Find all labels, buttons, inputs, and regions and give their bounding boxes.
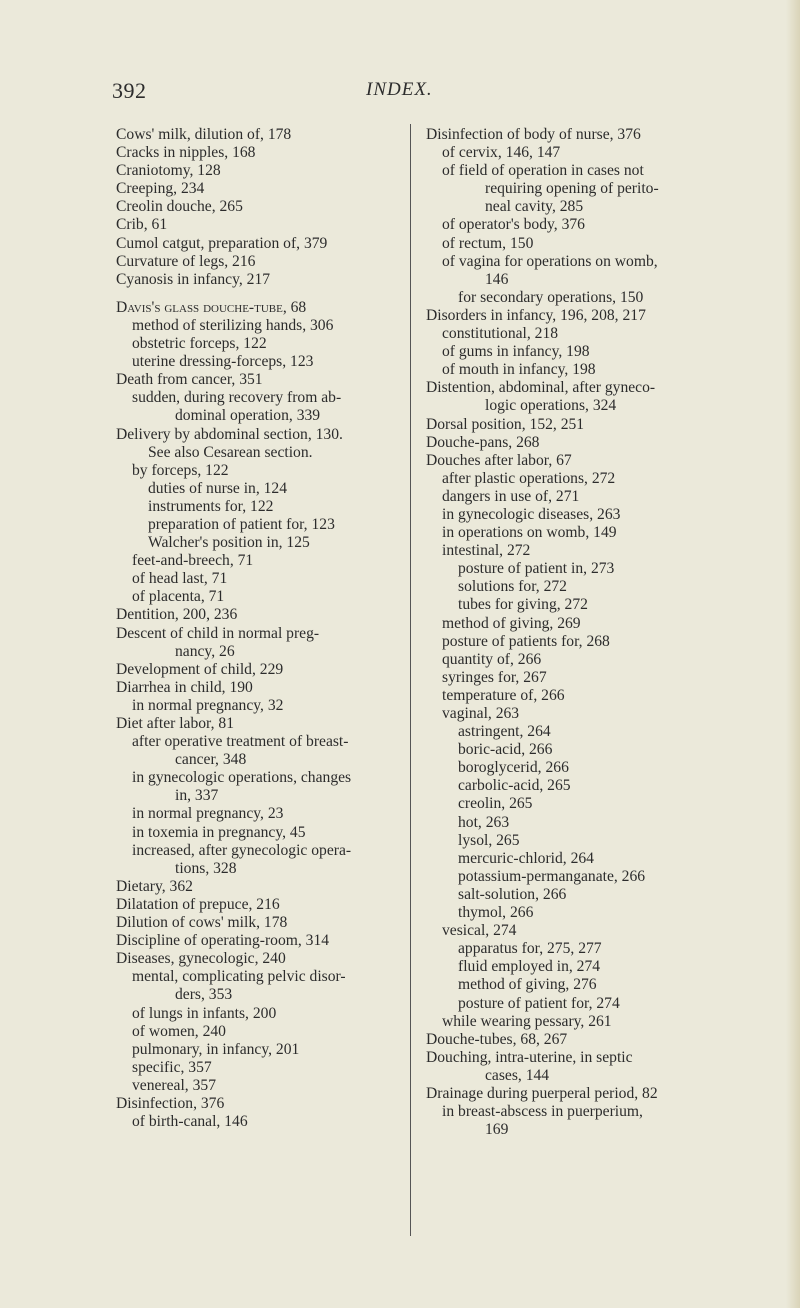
index-entry: Dilution of cows' milk, 178 <box>116 914 288 932</box>
index-entry: boric-acid, 266 <box>458 741 553 759</box>
index-entry: intestinal, 272 <box>442 542 531 560</box>
index-entry: Delivery by abdominal section, 130. <box>116 425 343 443</box>
index-entry: Craniotomy, 128 <box>116 162 221 180</box>
index-entry: lysol, 265 <box>458 831 520 849</box>
index-entry: 169 <box>485 1121 509 1139</box>
index-entry: carbolic-acid, 265 <box>458 777 571 795</box>
index-entry: in toxemia in pregnancy, 45 <box>132 823 306 841</box>
index-entry: constitutional, 218 <box>442 325 559 343</box>
index-entry: Douches after labor, 67 <box>426 451 572 469</box>
index-entry: of gums in infancy, 198 <box>442 343 590 361</box>
index-entry: vaginal, 263 <box>442 705 520 722</box>
index-entry: solutions for, 272 <box>458 578 567 596</box>
index-entry: neal cavity, 285 <box>485 198 584 216</box>
index-entry: of head last, 71 <box>132 570 228 588</box>
index-entry: cases, 144 <box>485 1066 550 1084</box>
index-entry: method of sterilizing hands, 306 <box>132 316 334 334</box>
index-entry: after operative treatment of breast- <box>132 733 349 751</box>
index-entry: preparation of patient for, 123 <box>148 515 335 533</box>
index-entry: in, 337 <box>175 787 219 805</box>
index-entry: of birth-canal, 146 <box>132 1113 248 1131</box>
index-entry: requiring opening of perito- <box>485 180 659 198</box>
index-entry: Curvature of legs, 216 <box>116 252 256 270</box>
index-entry: Douche-pans, 268 <box>426 433 540 451</box>
index-entry: creolin, 265 <box>458 795 533 813</box>
index-entry: Cumol catgut, preparation of, 379 <box>116 234 328 252</box>
index-entry: Creeping, 234 <box>116 180 205 198</box>
index-entry: of lungs in infants, 200 <box>132 1004 277 1022</box>
index-entry: posture of patient for, 274 <box>458 994 620 1012</box>
index-entry: Disinfection, 376 <box>116 1094 225 1112</box>
index-entry: nancy, 26 <box>175 642 235 660</box>
index-entry: Diarrhea in child, 190 <box>116 678 253 696</box>
index-entry: Douche-tubes, 68, 267 <box>426 1030 568 1048</box>
index-entry: Dentition, 200, 236 <box>116 606 238 624</box>
index-entry: in operations on womb, 149 <box>442 524 617 542</box>
index-column-left <box>116 126 410 1131</box>
index-entry: in gynecologic operations, changes <box>132 769 352 787</box>
index-entry: cancer, 348 <box>175 751 247 769</box>
index-entry: feet-and-breech, 71 <box>132 552 254 570</box>
index-entry: tions, 328 <box>175 859 237 877</box>
page-number: 392 <box>112 78 147 103</box>
index-entry: thymol, 266 <box>458 904 534 922</box>
index-entry: increased, after gynecologic opera- <box>132 841 352 859</box>
index-column-right <box>426 126 726 1139</box>
index-gap <box>116 289 410 299</box>
index-entry: Diet after labor, 81 <box>116 715 235 732</box>
index-entry: of mouth in infancy, 198 <box>442 361 596 379</box>
index-entry: for secondary operations, 150 <box>458 288 644 306</box>
index-entry: in normal pregnancy, 23 <box>132 805 284 823</box>
index-entry: Descent of child in normal preg- <box>116 624 320 642</box>
index-entry: posture of patient in, 273 <box>458 560 615 578</box>
index-entry: Davis's glass douche-tube, 68 <box>116 298 307 316</box>
index-entry: Drainage during puerperal period, 82 <box>426 1084 658 1102</box>
index-entry: Douching, intra-uterine, in septic <box>426 1048 633 1066</box>
index-entry: Distention, abdominal, after gyneco- <box>426 379 656 397</box>
index-entry: duties of nurse in, 124 <box>148 479 288 497</box>
index-entry: of field of operation in cases not <box>442 162 644 180</box>
index-entry: of cervix, 146, 147 <box>442 144 561 162</box>
index-entry: of placenta, 71 <box>132 588 225 606</box>
index-entry: Cracks in nipples, 168 <box>116 144 256 162</box>
index-entry: ders, 353 <box>175 986 233 1004</box>
index-entry: Crib, 61 <box>116 216 168 234</box>
index-entry: sudden, during recovery from ab- <box>132 389 342 407</box>
index-entry: mental, complicating pelvic disor- <box>132 968 346 986</box>
index-entry: dominal operation, 339 <box>175 407 321 425</box>
index-entry: of rectum, 150 <box>442 234 534 252</box>
index-entry: Disinfection of body of nurse, 376 <box>426 126 641 143</box>
page-edge-shading <box>786 0 800 1308</box>
index-entry: logic operations, 324 <box>485 397 617 415</box>
index-entry: vesical, 274 <box>442 922 517 940</box>
index-entry: instruments for, 122 <box>148 497 274 515</box>
index-entry: astringent, 264 <box>458 723 551 741</box>
index-entry: salt-solution, 266 <box>458 885 567 903</box>
index-entry: mercuric-chlorid, 264 <box>458 849 594 867</box>
index-entry: temperature of, 266 <box>442 686 565 704</box>
index-entry: potassium-permanganate, 266 <box>458 867 646 885</box>
index-entry: Disorders in infancy, 196, 208, 217 <box>426 306 646 324</box>
index-entry: of vagina for operations on womb, <box>442 252 658 270</box>
index-entry: Dietary, 362 <box>116 877 193 895</box>
index-entry: Diseases, gynecologic, 240 <box>116 950 286 968</box>
index-entry: hot, 263 <box>458 813 510 831</box>
index-entry: Cows' milk, dilution of, 178 <box>116 126 292 143</box>
index-entry: specific, 357 <box>132 1058 212 1076</box>
index-entry: quantity of, 266 <box>442 650 542 668</box>
index-entry: method of giving, 276 <box>458 976 597 994</box>
index-entry: Creolin douche, 265 <box>116 198 243 216</box>
index-entry: after plastic operations, 272 <box>442 469 616 487</box>
index-entry: apparatus for, 275, 277 <box>458 940 602 958</box>
index-entry: venereal, 357 <box>132 1076 216 1094</box>
index-entry: Walcher's position in, 125 <box>148 534 310 552</box>
index-entry: Dorsal position, 152, 251 <box>426 415 585 433</box>
index-entry: in breast-abscess in puerperium, <box>442 1103 643 1121</box>
index-entry: dangers in use of, 271 <box>442 487 580 505</box>
index-entry: pulmonary, in infancy, 201 <box>132 1040 300 1058</box>
index-entry: while wearing pessary, 261 <box>442 1012 612 1030</box>
index-entry: syringes for, 267 <box>442 668 547 686</box>
index-entry: Death from cancer, 351 <box>116 371 263 389</box>
index-entry: Discipline of operating-room, 314 <box>116 932 330 950</box>
index-entry: fluid employed in, 274 <box>458 958 601 976</box>
index-entry: of women, 240 <box>132 1022 226 1040</box>
index-entry: Dilatation of prepuce, 216 <box>116 895 280 913</box>
index-entry: Development of child, 229 <box>116 660 284 678</box>
index-entry: obstetric forceps, 122 <box>132 335 267 353</box>
index-entry: 146 <box>485 270 509 288</box>
page-title: INDEX. <box>366 79 433 100</box>
index-entry: by forceps, 122 <box>132 461 229 479</box>
index-entry: in gynecologic diseases, 263 <box>442 505 621 523</box>
index-entry: of operator's body, 376 <box>442 216 585 234</box>
index-entry: boroglycerid, 266 <box>458 759 569 777</box>
index-entry: tubes for giving, 272 <box>458 596 588 614</box>
index-entry: Cyanosis in infancy, 217 <box>116 270 271 288</box>
column-divider <box>410 124 411 1236</box>
index-entry: See also Cesarean section. <box>148 443 313 461</box>
index-entry: in normal pregnancy, 32 <box>132 696 284 714</box>
index-entry: posture of patients for, 268 <box>442 632 610 650</box>
index-entry: uterine dressing-forceps, 123 <box>132 353 314 371</box>
index-entry: method of giving, 269 <box>442 614 581 632</box>
